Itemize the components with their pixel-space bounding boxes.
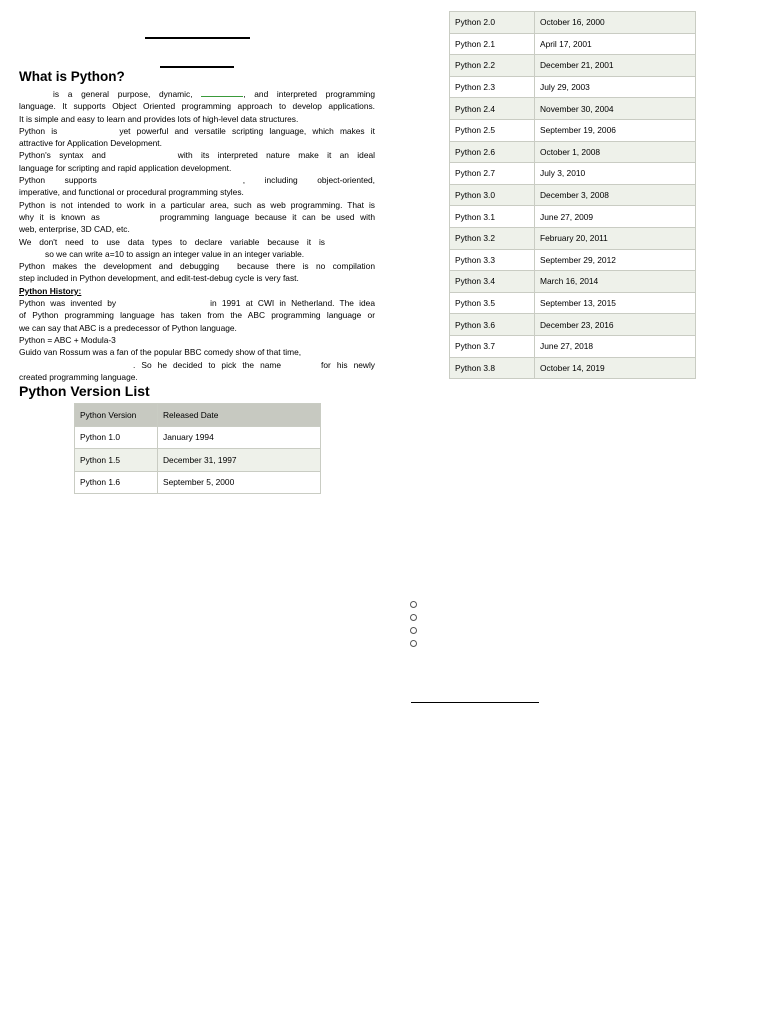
table-row xyxy=(450,76,696,98)
history-heading: Python History: xyxy=(19,285,82,296)
text-line: Python supports , including object-oriented, xyxy=(19,175,375,186)
text-line: Python's syntax and with its interpreted nature make it an ideal xyxy=(19,150,375,161)
title-blank-line-2 xyxy=(160,66,234,68)
text-line: imperative, and functional or procedural programming styles. xyxy=(19,187,244,198)
text-line: Python is not intended to work in a particular area, such as web programming. That is xyxy=(19,199,375,210)
table-cell: October 14, 2019 xyxy=(535,357,696,379)
table-cell: Python 1.5 xyxy=(75,449,158,472)
table-row xyxy=(450,55,696,77)
table-row xyxy=(450,271,696,293)
table-row xyxy=(450,141,696,163)
table-cell: Python 2.3 xyxy=(450,76,535,98)
table-row xyxy=(450,163,696,185)
table-cell: Python 3.3 xyxy=(450,249,535,271)
version-table xyxy=(74,403,321,494)
table-cell: September 29, 2012 xyxy=(535,249,696,271)
table-cell: Python 2.5 xyxy=(450,119,535,141)
table-cell: Python 2.7 xyxy=(450,163,535,185)
table-cell: September 5, 2000 xyxy=(158,471,321,494)
text-line: Guido van Rossum was a fan of the popular BBC comedy show of that time, xyxy=(19,347,302,358)
table-row xyxy=(450,335,696,357)
text-line: created programming language. xyxy=(19,371,138,382)
text-line: It is simple and easy to learn and provides lots of high-level data structures. xyxy=(19,113,299,124)
bullet-icon xyxy=(410,627,417,634)
version-list-title: Python Version List xyxy=(19,383,150,399)
table-cell: April 17, 2001 xyxy=(535,33,696,55)
table-header-row xyxy=(75,404,321,427)
table-row xyxy=(450,98,696,120)
table-cell: Python 2.4 xyxy=(450,98,535,120)
blank-line xyxy=(411,702,539,703)
text-line: step included in Python development, and edit-test-debug cycle is very fast. xyxy=(19,273,299,284)
table-row xyxy=(450,249,696,271)
table-row xyxy=(450,292,696,314)
version-table-continued xyxy=(449,11,696,379)
table-row xyxy=(75,471,321,494)
table-cell: Python 3.4 xyxy=(450,271,535,293)
table-cell: Python 3.1 xyxy=(450,206,535,228)
table-cell: March 16, 2014 xyxy=(535,271,696,293)
table-cell: December 21, 2001 xyxy=(535,55,696,77)
table-cell: Python 2.0 xyxy=(450,12,535,34)
text-line: Python = ABC + Modula-3 xyxy=(19,334,116,345)
text-line: language for scripting and rapid application development. xyxy=(19,162,232,173)
table-cell: July 29, 2003 xyxy=(535,76,696,98)
table-row xyxy=(450,206,696,228)
table-row xyxy=(75,426,321,449)
text-line: why it is known as programming language because it can be used with xyxy=(19,211,375,222)
table-cell: October 1, 2008 xyxy=(535,141,696,163)
bullet-icon xyxy=(410,601,417,608)
column-header: Python Version xyxy=(75,404,158,427)
table-row xyxy=(450,119,696,141)
text-line: We don't need to use data types to declare variable because it is xyxy=(19,236,325,247)
table-cell: Python 3.2 xyxy=(450,227,535,249)
table-row xyxy=(450,33,696,55)
table-cell: Python 2.2 xyxy=(450,55,535,77)
table-cell: Python 3.0 xyxy=(450,184,535,206)
table-row xyxy=(450,227,696,249)
text-line: . So he decided to pick the name for his newly xyxy=(133,359,375,370)
table-cell: July 3, 2010 xyxy=(535,163,696,185)
table-row xyxy=(75,449,321,472)
column-header: Released Date xyxy=(158,404,321,427)
title-blank-line-1 xyxy=(145,37,250,39)
table-cell: September 13, 2015 xyxy=(535,292,696,314)
bullet-icon xyxy=(410,640,417,647)
text-line: we can say that ABC is a predecessor of Python language. xyxy=(19,322,237,333)
table-cell: February 20, 2011 xyxy=(535,227,696,249)
table-cell: January 1994 xyxy=(158,426,321,449)
table-cell: Python 2.6 xyxy=(450,141,535,163)
table-cell: October 16, 2000 xyxy=(535,12,696,34)
table-cell: Python 3.8 xyxy=(450,357,535,379)
fill-blank xyxy=(201,88,243,97)
text-line: language. It supports Object Oriented programming approach to develop applications. xyxy=(19,101,375,112)
table-cell: June 27, 2009 xyxy=(535,206,696,228)
text-line xyxy=(19,285,375,297)
text-line: Python makes the development and debugging because there is no compilation xyxy=(19,261,375,272)
text-line: web, enterprise, 3D CAD, etc. xyxy=(19,224,130,235)
table-cell: November 30, 2004 xyxy=(535,98,696,120)
text-line: Python is yet powerful and versatile scripting language, which makes it xyxy=(19,125,375,136)
table-cell: Python 3.5 xyxy=(450,292,535,314)
table-cell: September 19, 2006 xyxy=(535,119,696,141)
table-cell: Python 1.6 xyxy=(75,471,158,494)
table-row xyxy=(450,357,696,379)
table-row xyxy=(450,314,696,336)
table-cell: Python 2.1 xyxy=(450,33,535,55)
text-line: of Python programming language has taken from the ABC programming language or xyxy=(19,310,375,321)
table-row xyxy=(450,184,696,206)
table-cell: Python 3.6 xyxy=(450,314,535,336)
text-line: attractive for Application Development. xyxy=(19,138,162,149)
table-cell: Python 3.7 xyxy=(450,335,535,357)
table-cell: December 3, 2008 xyxy=(535,184,696,206)
table-cell: Python 1.0 xyxy=(75,426,158,449)
body-text xyxy=(19,88,375,383)
text-line: so we can write a=10 to assign an integer value in an integer variable. xyxy=(45,248,305,259)
text-line: Python was invented by in 1991 at CWI in Netherland. The idea xyxy=(19,298,375,309)
bullet-icon xyxy=(410,614,417,621)
table-cell: June 27, 2018 xyxy=(535,335,696,357)
section-heading: What is Python? xyxy=(19,69,125,84)
text-line: is a general purpose, dynamic, , and interpreted programming xyxy=(53,89,375,99)
table-cell: December 23, 2016 xyxy=(535,314,696,336)
table-cell: December 31, 1997 xyxy=(158,449,321,472)
table-row xyxy=(450,12,696,34)
